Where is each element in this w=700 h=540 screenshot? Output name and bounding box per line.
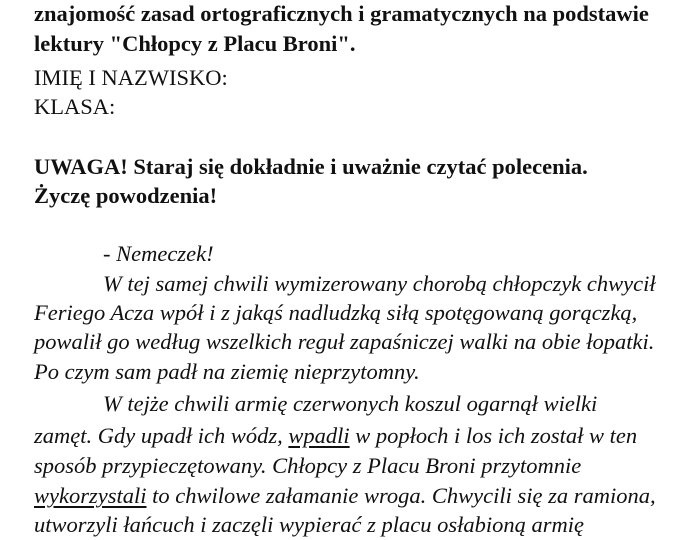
notice-line-1: UWAGA! Staraj się dokładnie i uważnie czytać polecenia. xyxy=(34,154,588,179)
passage-p2-line-4: Po czym sam padł na ziemię nieprzytomny. xyxy=(34,359,420,384)
passage-p2-line-1: W tej samej chwili wymizerowany chorobą chłopczyk chwycił xyxy=(103,271,656,296)
passage-p2-line-3: powalił go według wszelkich reguł zapaśniczej walki na obie łopatki. xyxy=(34,329,655,354)
passage-p3-line-1: W tejże chwili armię czerwonych koszul ogarnął wielki xyxy=(103,391,598,416)
underlined-word-wykorzystali: wykorzystali xyxy=(34,483,147,508)
class-label: KLASA: xyxy=(34,94,116,119)
passage-p3-line-2 xyxy=(34,421,637,451)
subtitle-line-2: lektury "Chłopcy z Placu Broni". xyxy=(34,31,356,56)
underlined-word-wpadli: wpadli xyxy=(288,423,350,448)
passage-p2-line-2: Feriego Acza wpół i z jakąś nadludzką siłą spotęgowaną gorączką, xyxy=(34,300,638,325)
name-label: IMIĘ I NAZWISKO: xyxy=(34,65,228,90)
text-span: w popłoch i los ich został w ten xyxy=(349,423,638,448)
subtitle-line-1: znajomość zasad ortograficznych i gramatycznych na podstawie xyxy=(34,1,649,26)
notice-line-2: Życzę powodzenia! xyxy=(34,183,218,208)
passage-p3-line-5: utworzyli łańcuch i zaczęli wypierać z placu osłabioną armię xyxy=(34,512,584,537)
passage-p3-line-4 xyxy=(34,481,656,511)
text-span: zamęt. Gdy upadł ich wódz, xyxy=(34,423,289,448)
passage-p3-line-3: sposób przypieczętowany. Chłopcy z Placu Broni przytomnie xyxy=(34,453,582,478)
text-span: to chwilowe załamanie wroga. Chwycili się za ramiona, xyxy=(146,483,656,508)
passage-dialogue: - Nemeczek! xyxy=(103,241,214,266)
